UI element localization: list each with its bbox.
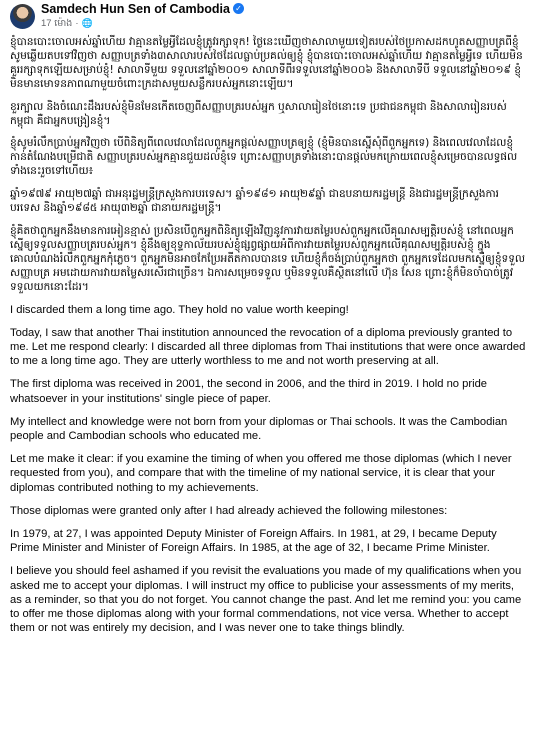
english-paragraph: Today, I saw that another Thai institution announced the revocation of a diploma previously granted to me. Let me respond clearly: I discarded all three diplomas from Thai institutions that were once awarded to me a long time ago. They are utterly worthless to me and not worth preserving at all. xyxy=(10,326,526,368)
english-paragraph: I discarded them a long time ago. They hold no value worth keeping! xyxy=(10,303,349,316)
post-subline xyxy=(41,17,244,31)
khmer-paragraph: ខ្ញុំគិតថាពួកអ្នកនឹងមានការអៀនខ្មាស់ ប្រសិនបើពួកអ្នកពិនិត្យឡើងវិញនូវការវាយតម្លៃរបស់ពួកអ្នកលើគុណសម្បត្តិរបស់ខ្ញុំ នៅពេលអ្នកស្នើឲ្យទទួលសញ្ញាបត្ររបស់អ្នក។ ខ្ញុំនឹងឲ្យខុទ្ទកាល័យរបស់ខ្ញុំផ្សព្វផ្សាយអំពីការវាយតម្លៃរបស់ពួកអ្នកលើគុណសម្បត្តិរបស់ខ្ញុំ ក្នុងគោលបំណងរំលឹកពួកអ្នកកុំភ្លេច។ ពួកអ្នកមិនអាចកែប្រែអតីតកាលបានទេ ហើយខ្ញុំក៏ចង់ប្រាប់ពួកអ្នកថា ពួកអ្នកទេដែលមកស្នើឲ្យខ្ញុំទទួលសញ្ញាបត្រ អមដោយការវាយតម្លៃសរសើរជាច្រើន។ ឯការសម្រេចទទួល ឬមិនទទួលគឺស្ថិតនៅលើ ហ៊ុន សែន ព្រោះខ្ញុំក៏មិនចាំបាច់ត្រូវទទួលយកនោះដែរ។ xyxy=(10,223,526,293)
post-meta xyxy=(41,2,244,31)
english-paragraph: Those diplomas were granted only after I had already achieved the following milestones: xyxy=(10,504,448,517)
english-paragraph: I believe you should feel ashamed if you revisit the evaluations you made of my qualifications when you asked me to accept your diplomas. I will instruct my office to publicise your assessments of my merits, as a reminder, so that you do not forget. You cannot change the past. And let me remind you: you came to offer me those diplomas along with your formal commendations, not vice versa. Whether to accept them or not was entirely my decision, and I was never one to take things blindly. xyxy=(10,565,522,635)
khmer-paragraph: ខ្ញុំបានបោះចោលអស់ឆ្នាំហើយ វាគ្មានតម្លៃអ្វីដែលខ្ញុំត្រូវរក្សាទុក! ថ្ងៃនេះឃើញថាសាលាមួយទៀតរបស់ថៃប្រកាសដកហូតសញ្ញាបត្រពីខ្ញុំ សូមឆ្លើយតបទៅវិញថា សញ្ញាបត្រទាំង៣សាលារបស់ថៃដែលធ្លាប់ប្រគល់ឲ្យខ្ញុំ ខ្ញុំបានបោះចោលអស់ឆ្នាំហើយ វាគ្មានតម្លៃអ្វីទេ ហើយមិនគួររក្សាទុកឡើយសម្រាប់ខ្ញុំ! សាលាទីមួយ ទទួលនៅឆ្នាំ២០០១ សាលាទីពីរទទួលនៅឆ្នាំ២០០៦ និងសាលាទីបី ទទួលនៅឆ្នាំ២០១៩ ខ្ញុំមិនមានមោទនភាពណាមួយចំពោះក្រដាសមួយសន្លឹករបស់អ្នកនោះឡើយ។ xyxy=(10,35,523,90)
separator-dot: · xyxy=(75,18,79,29)
author-avatar[interactable] xyxy=(10,4,35,29)
english-paragraph: The first diploma was received in 2001, the second in 2006, and the third in 2019. I hold no pride whatsoever in your institutions' single piece of paper. xyxy=(10,378,488,405)
english-paragraph: Let me make it clear: if you examine the timing of when you offered me those diplomas (which I never requested from you), and compare that with the timeline of my national service, it is clear that your diplomas contributed nothing to my achievements. xyxy=(10,453,512,494)
english-paragraph: My intellect and knowledge were not born from your diplomas or Thai schools. It was the Cambodian people and Cambodian schools who educated me. xyxy=(10,415,508,442)
khmer-paragraph: ខួរក្បាល និងចំណេះដឹងរបស់ខ្ញុំមិនមែនកើតចេញពីសញ្ញាបត្ររបស់អ្នក ឬសាលារៀនថៃនោះទេ ប្រជាជនកម្ពុជា និងសាលារៀនរបស់កម្ពុជា គឺជាអ្នកបង្រៀនខ្ញុំ។ xyxy=(10,99,507,127)
globe-icon: 🌐 xyxy=(81,18,93,28)
verified-badge-icon: ✓ xyxy=(233,3,244,14)
khmer-paragraph: ឆ្នាំ១៩៧៩ អាយុ២៧ឆ្នាំ ជាអនុរដ្ឋមន្ត្រីក្រសួងការបរទេស។ ឆ្នាំ១៩៨១ អាយុ២៩ឆ្នាំ ជាឧបនាយករដ្ឋមន្ត្រី និងជារដ្ឋមន្ត្រីក្រសួងការបរទេស និងឆ្នាំ១៩៨៥ អាយុ៣២ឆ្នាំ ជានាយករដ្ឋមន្ត្រី។ xyxy=(10,187,499,215)
post-timestamp[interactable]: 17 ម៉ោង xyxy=(41,17,73,29)
english-paragraph: In 1979, at 27, I was appointed Deputy Minister of Foreign Affairs. In 1981, at 29, I became Deputy Prime Minister and Minister of Foreign Affairs. In 1985, at the age of 32, I became Prime Minister. xyxy=(10,527,497,555)
author-name[interactable]: Samdech Hun Sen of Cambodia xyxy=(41,1,230,16)
khmer-paragraph: ខ្ញុំសូមរំលឹកប្រាប់អ្នកវិញថា បើពិនិត្យពីពេលវេលាដែលពួកអ្នកផ្តល់សញ្ញាបត្រឲ្យខ្ញុំ (ខ្ញុំមិនបានស្នើសុំពីពួកអ្នកទេ) និងពេលវេលាដែលខ្ញុំកាន់តំណែងបម្រើជាតិ សញ្ញាបត្ររបស់អ្នកគ្មានជួយដល់ខ្ញុំទេ ព្រោះសញ្ញាបត្រទាំងនោះបានផ្តល់មកក្រោយពេលខ្ញុំសម្រេចបានលទ្ធផលទាំងនេះរួចទៅហើយ៖ xyxy=(10,136,518,178)
author-row xyxy=(41,2,244,16)
post-body xyxy=(10,35,527,635)
post-header xyxy=(10,0,527,30)
